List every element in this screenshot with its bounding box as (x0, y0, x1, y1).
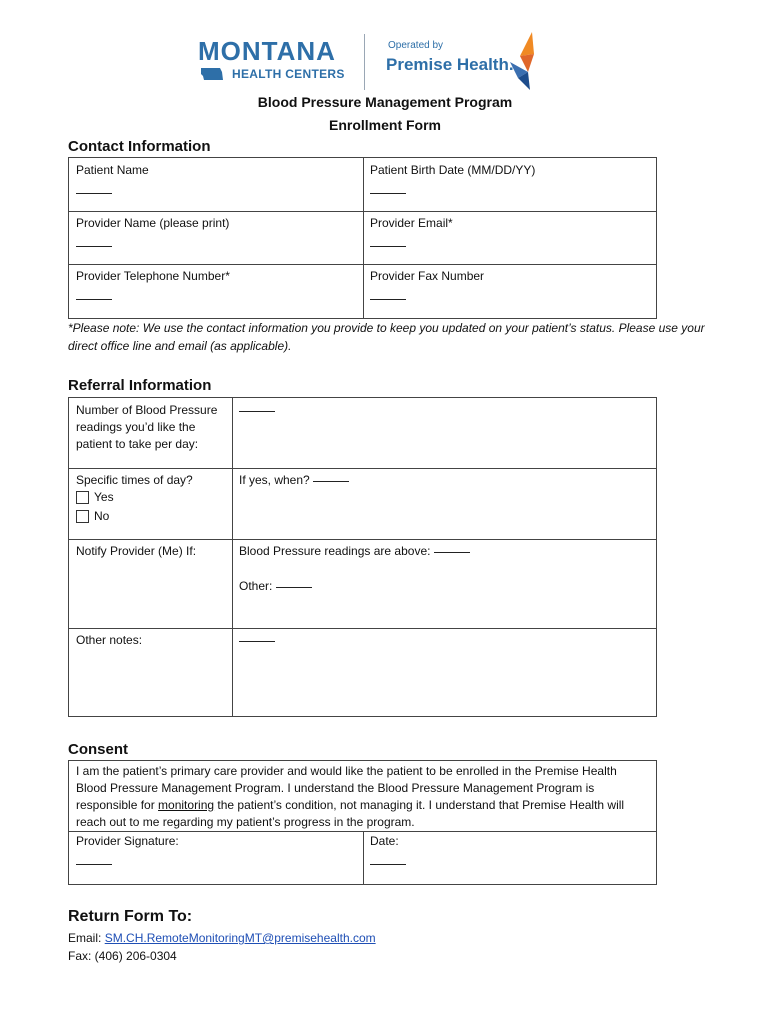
other-label: Other: (239, 579, 273, 593)
blank-line (239, 640, 275, 642)
referral-information-heading: Referral Information (68, 377, 212, 394)
other-notes-label: Other notes: (76, 633, 143, 647)
notify-provider-label: Notify Provider (Me) If: (76, 544, 197, 558)
if-yes-when-field[interactable] (232, 468, 656, 539)
contact-information-heading: Contact Information (68, 138, 211, 155)
referral-table (68, 397, 657, 717)
patient-name-field[interactable] (69, 158, 363, 211)
logo-montana-text: MONTANA (198, 36, 336, 66)
blank-line (276, 586, 312, 588)
logo-divider (364, 34, 365, 90)
return-form-heading: Return Form To: (68, 908, 193, 925)
date-field[interactable] (363, 831, 656, 884)
yes-label: Yes (94, 490, 114, 504)
yes-checkbox[interactable] (76, 491, 89, 504)
blank-line (76, 298, 112, 300)
bp-above-label: Blood Pressure readings are above: (239, 544, 431, 558)
consent-text-after: the patient’s condition, not managing it. I understand that Premise Health will reach out to me regarding my patient’s progress in the program. (76, 798, 625, 829)
field-label: Provider Telephone Number* (76, 269, 230, 283)
premise-health-mark-icon (504, 32, 540, 92)
blank-line (370, 863, 406, 865)
montana-health-centers-logo (198, 38, 358, 84)
consent-heading: Consent (68, 741, 128, 758)
premise-health-text: Premise Health. (386, 55, 514, 74)
patient-birth-date-field[interactable] (363, 158, 656, 211)
blank-line (370, 245, 406, 247)
provider-signature-field[interactable] (69, 831, 363, 884)
contact-note: *Please note: We use the contact information you provide to keep you updated on your patient’s status. Please use your direct office line and email (as applicable). (68, 321, 705, 353)
blank-line (239, 410, 275, 412)
notify-conditions-cell[interactable] (232, 539, 656, 628)
provider-fax-field[interactable] (363, 264, 656, 318)
specific-times-cell (69, 468, 232, 539)
field-label: Provider Name (please print) (76, 216, 230, 230)
field-label: Provider Email* (370, 216, 453, 230)
blank-line (76, 192, 112, 194)
logo-health-centers-text: HEALTH CENTERS (232, 67, 345, 81)
contact-table (68, 157, 657, 319)
blank-line (76, 245, 112, 247)
montana-state-icon (200, 66, 224, 82)
no-checkbox[interactable] (76, 510, 89, 523)
field-label: Patient Name (76, 163, 149, 177)
blank-line (313, 480, 349, 482)
return-fax-line: Fax: (406) 206-0304 (68, 949, 177, 963)
blank-line (370, 298, 406, 300)
yes-option[interactable] (76, 489, 225, 508)
field-label: Patient Birth Date (MM/DD/YY) (370, 163, 536, 177)
signature-label: Provider Signature: (76, 834, 179, 848)
consent-text-underlined: monitoring (158, 798, 215, 812)
email-prefix: Email: (68, 931, 105, 945)
blank-line (370, 192, 406, 194)
operated-by-text: Operated by (388, 40, 444, 51)
consent-table (68, 760, 657, 885)
provider-email-field[interactable] (363, 211, 656, 264)
other-notes-field[interactable] (232, 628, 656, 716)
premise-health-logo (386, 40, 538, 94)
if-yes-label: If yes, when? (239, 473, 310, 487)
consent-text-before: I am the patient’s primary care provider and would like the patient to be enrolled in the Premise Health Blood Pressure Management Program. I understand the Blood Pressure Management Program is responsible for (76, 764, 617, 812)
no-label: No (94, 509, 110, 523)
return-email-link[interactable]: SM.CH.RemoteMonitoringMT@premisehealth.com (104, 931, 376, 945)
specific-times-label: Specific times of day? (76, 473, 193, 487)
provider-telephone-field[interactable] (69, 264, 363, 318)
other-notes-cell (69, 628, 232, 716)
date-label: Date: (370, 834, 399, 848)
readings-per-day-label: Number of Blood Pressure readings you’d like the patient to take per day: (76, 403, 218, 451)
return-email-line (68, 931, 376, 945)
notify-provider-cell (69, 539, 232, 628)
readings-per-day-field[interactable] (232, 398, 656, 468)
consent-statement (69, 761, 656, 831)
readings-per-day-label-cell (69, 398, 232, 468)
form-title-line1: Blood Pressure Management Program (257, 94, 513, 110)
blank-line (76, 863, 112, 865)
no-option[interactable] (76, 508, 225, 527)
field-label: Provider Fax Number (370, 269, 485, 283)
provider-name-field[interactable] (69, 211, 363, 264)
form-title-line2: Enrollment Form (328, 117, 441, 133)
blank-line (434, 551, 470, 553)
